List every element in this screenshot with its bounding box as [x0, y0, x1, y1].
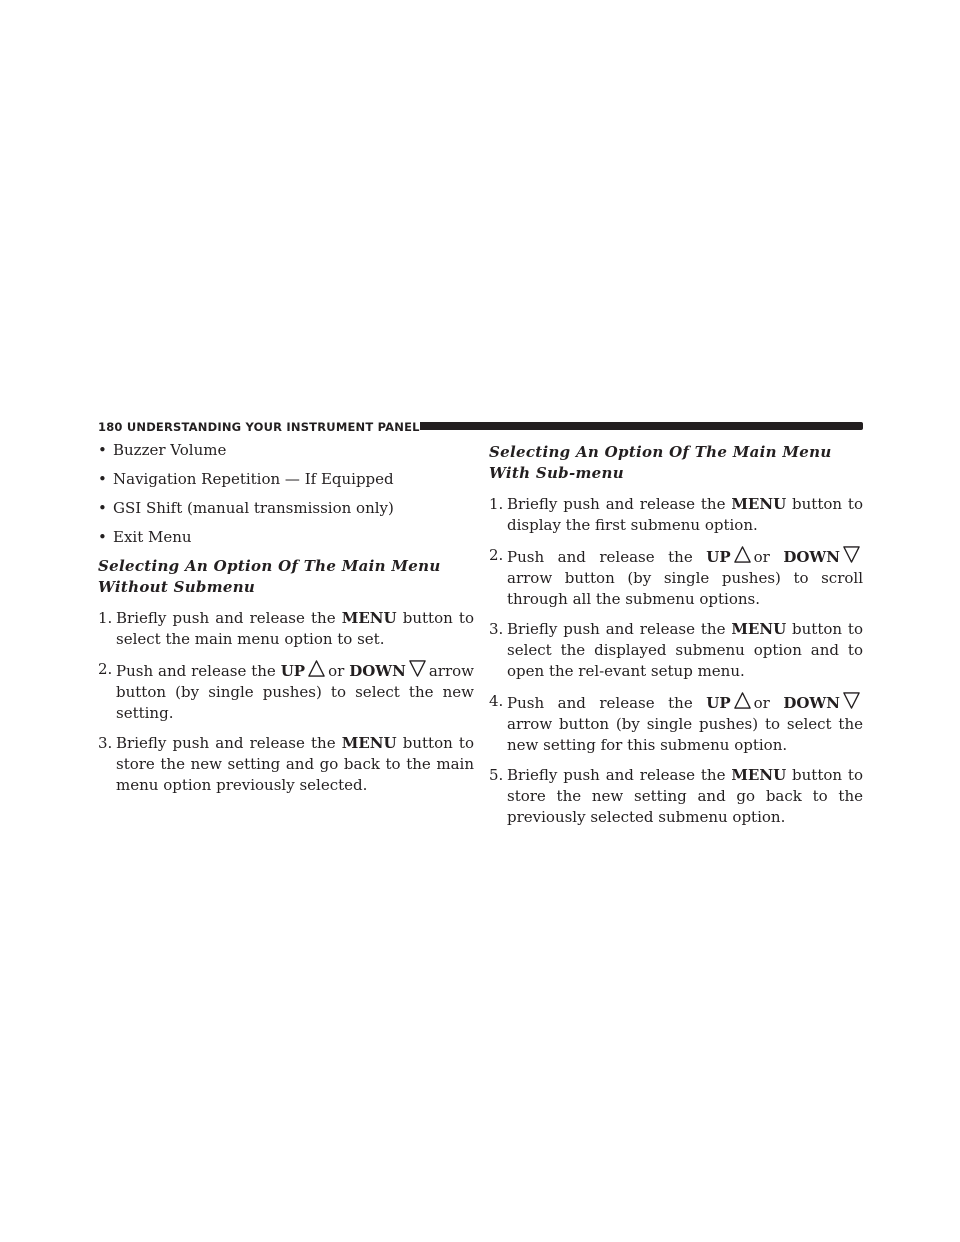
- up-arrow-icon: [733, 545, 752, 564]
- step-text: button to display the first submenu option.: [507, 495, 863, 534]
- step-text: Push and release the: [116, 662, 276, 680]
- down-key-label: DOWN: [783, 548, 840, 566]
- step-text: Briefly push and release the: [507, 766, 726, 784]
- step-number: 2.: [489, 546, 504, 564]
- step-text: button to select the main menu option to set.: [116, 609, 474, 648]
- step-text: Briefly push and release the: [507, 495, 726, 513]
- up-key-label: UP: [706, 548, 731, 566]
- step-item: [98, 608, 474, 650]
- step-item: [98, 659, 474, 724]
- list-item: [98, 498, 474, 519]
- down-arrow-icon: [842, 691, 861, 710]
- down-arrow-icon: [408, 659, 427, 678]
- header-rule: [420, 422, 863, 430]
- section-title: UNDERSTANDING YOUR INSTRUMENT PANEL: [126, 420, 420, 434]
- step-number: 3.: [489, 620, 504, 638]
- step-text: arrow button (by single pushes) to select the new setting.: [116, 662, 474, 722]
- page-header: [98, 418, 863, 436]
- step-text: Briefly push and release the: [116, 734, 336, 752]
- section-heading: Selecting An Option Of The Main Menu Without Submenu: [98, 557, 441, 596]
- step-text: button to store the new setting and go back to the main menu option previously selected.: [116, 734, 474, 794]
- step-item: [489, 545, 863, 610]
- menu-key-label: MENU: [341, 609, 397, 627]
- step-text: arrow button (by single pushes) to scroll through all the submenu options.: [507, 569, 863, 608]
- bullet-text: GSI Shift (manual transmission only): [113, 499, 394, 517]
- step-text: or: [328, 662, 345, 680]
- step-item: [489, 765, 863, 828]
- step-number: 3.: [98, 734, 113, 752]
- down-key-label: DOWN: [349, 662, 406, 680]
- menu-key-label: MENU: [731, 495, 787, 513]
- step-text: arrow button (by single pushes) to select the new setting for this submenu option.: [507, 715, 863, 754]
- down-key-label: DOWN: [783, 694, 840, 712]
- bullet-text: Exit Menu: [113, 528, 192, 546]
- step-text: Briefly push and release the: [116, 609, 336, 627]
- step-number: 4.: [489, 692, 504, 710]
- bullet-text: Navigation Repetition — If Equipped: [113, 470, 394, 488]
- step-item: [489, 691, 863, 756]
- up-key-label: UP: [706, 694, 731, 712]
- step-text: button to store the new setting and go back to the previously selected submenu option.: [507, 766, 863, 826]
- menu-key-label: MENU: [731, 766, 787, 784]
- step-number: 1.: [98, 609, 113, 627]
- list-item: [98, 527, 474, 548]
- page-header-label: [98, 418, 420, 436]
- up-key-label: UP: [280, 662, 306, 680]
- left-column: [98, 440, 474, 805]
- step-text: or: [753, 548, 770, 566]
- menu-key-label: MENU: [341, 734, 397, 752]
- bullet-icon: •: [98, 499, 107, 517]
- step-item: [489, 619, 863, 682]
- step-number: 2.: [98, 660, 113, 678]
- list-item: [98, 440, 474, 461]
- step-item: [489, 494, 863, 536]
- menu-key-label: MENU: [731, 620, 787, 638]
- down-arrow-icon: [842, 545, 861, 564]
- up-arrow-icon: [307, 659, 326, 678]
- step-number: 1.: [489, 495, 504, 513]
- step-text: Push and release the: [507, 548, 693, 566]
- step-text: button to select the displayed submenu option and to open the rel-evant setup menu.: [507, 620, 863, 680]
- step-number: 5.: [489, 766, 504, 784]
- step-item: [98, 733, 474, 796]
- step-text: Briefly push and release the: [507, 620, 726, 638]
- list-item: [98, 469, 474, 490]
- right-column: [489, 440, 863, 837]
- bullet-icon: •: [98, 470, 107, 488]
- step-text: Push and release the: [507, 694, 693, 712]
- step-text: or: [753, 694, 770, 712]
- bullet-icon: •: [98, 528, 107, 546]
- up-arrow-icon: [733, 691, 752, 710]
- bullet-text: Buzzer Volume: [113, 441, 227, 459]
- page-number: 180: [98, 420, 123, 434]
- section-heading: Selecting An Option Of The Main Menu With Sub-menu: [489, 443, 832, 482]
- bullet-icon: •: [98, 441, 107, 459]
